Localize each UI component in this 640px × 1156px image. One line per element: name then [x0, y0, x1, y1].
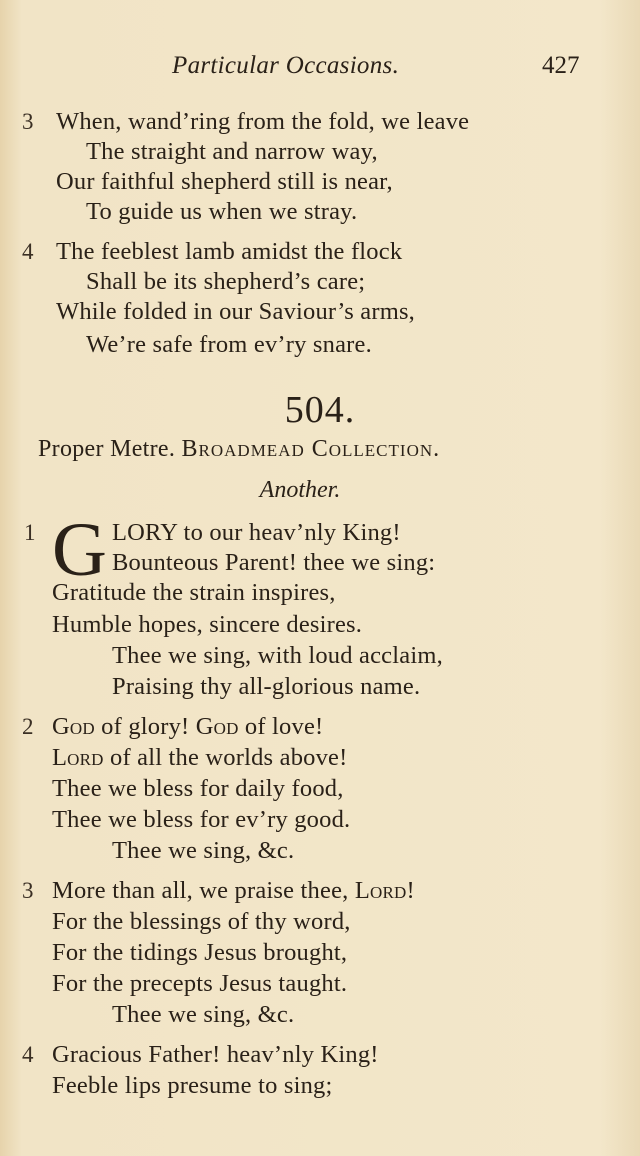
- verse-line: We’re safe from ev’ry snare.: [86, 331, 372, 358]
- hymn-subtitle: Another.: [259, 477, 341, 503]
- verse-text: !: [406, 877, 415, 904]
- verse-line: When, wand’ring from the fold, we leave: [56, 108, 470, 135]
- divine-name: Lord: [354, 877, 407, 904]
- verse-line: For the precepts Jesus taught.: [52, 970, 348, 997]
- divine-name: God: [195, 713, 239, 740]
- verse-line: Praising thy all-glorious name.: [112, 673, 421, 700]
- verse-line: Bounteous Parent! thee we sing:: [112, 549, 436, 576]
- verse-number: 4: [22, 1042, 34, 1067]
- metre-prefix: Proper Metre.: [38, 436, 176, 462]
- verse-line: For the tidings Jesus brought,: [52, 939, 348, 966]
- verse-line: Thee we sing, &c.: [112, 837, 295, 864]
- verse-line: Thee we sing, &c.: [112, 1001, 295, 1028]
- verse-text: of all the worlds above!: [103, 744, 348, 771]
- verse-line: Shall be its shepherd’s care;: [86, 268, 366, 295]
- hymn-number: 504.: [284, 389, 356, 431]
- metre-source: Broadmead Collection.: [181, 436, 441, 462]
- verse-line: Humble hopes, sincere desires.: [52, 611, 363, 638]
- verse-number: 1: [24, 520, 36, 545]
- divine-name: Lord: [52, 744, 104, 771]
- verse-line: The feeblest lamb amidst the flock: [56, 238, 403, 265]
- verse-line: [52, 876, 415, 906]
- verse-line: [52, 712, 323, 742]
- running-head: Particular Occasions.: [172, 52, 400, 79]
- verse-text: of love!: [238, 713, 324, 740]
- verse-line: To guide us when we stray.: [86, 198, 358, 225]
- drop-cap: G: [52, 508, 107, 592]
- verse-number: 4: [22, 239, 34, 264]
- page-header: [0, 52, 640, 88]
- verse-line: For the blessings of thy word,: [52, 908, 351, 935]
- verse-line: [52, 743, 347, 773]
- verse-line: Feeble lips presume to sing;: [52, 1072, 333, 1099]
- verse-line: Gratitude the strain inspires,: [52, 579, 336, 606]
- verse-text: More than all, we praise thee,: [52, 877, 355, 904]
- page-number: 427: [542, 52, 580, 79]
- verse-number: 3: [22, 878, 34, 903]
- verse-line: LORY to our heav’nly King!: [112, 519, 401, 546]
- verse-number: 3: [22, 109, 34, 134]
- metre-line: [38, 436, 440, 463]
- divine-name: God: [52, 713, 95, 740]
- verse-line: While folded in our Saviour’s arms,: [56, 298, 416, 325]
- verse-line: Thee we sing, with loud acclaim,: [112, 642, 443, 669]
- verse-line: The straight and narrow way,: [86, 138, 378, 165]
- verse-line: Our faithful shepherd still is near,: [56, 168, 393, 195]
- verse-number: 2: [22, 714, 34, 739]
- verse-line: Thee we bless for daily food,: [52, 775, 344, 802]
- verse-text: of glory!: [94, 713, 196, 740]
- verse-line: Gracious Father! heav’nly King!: [52, 1041, 379, 1068]
- verse-line: Thee we bless for ev’ry good.: [52, 806, 351, 833]
